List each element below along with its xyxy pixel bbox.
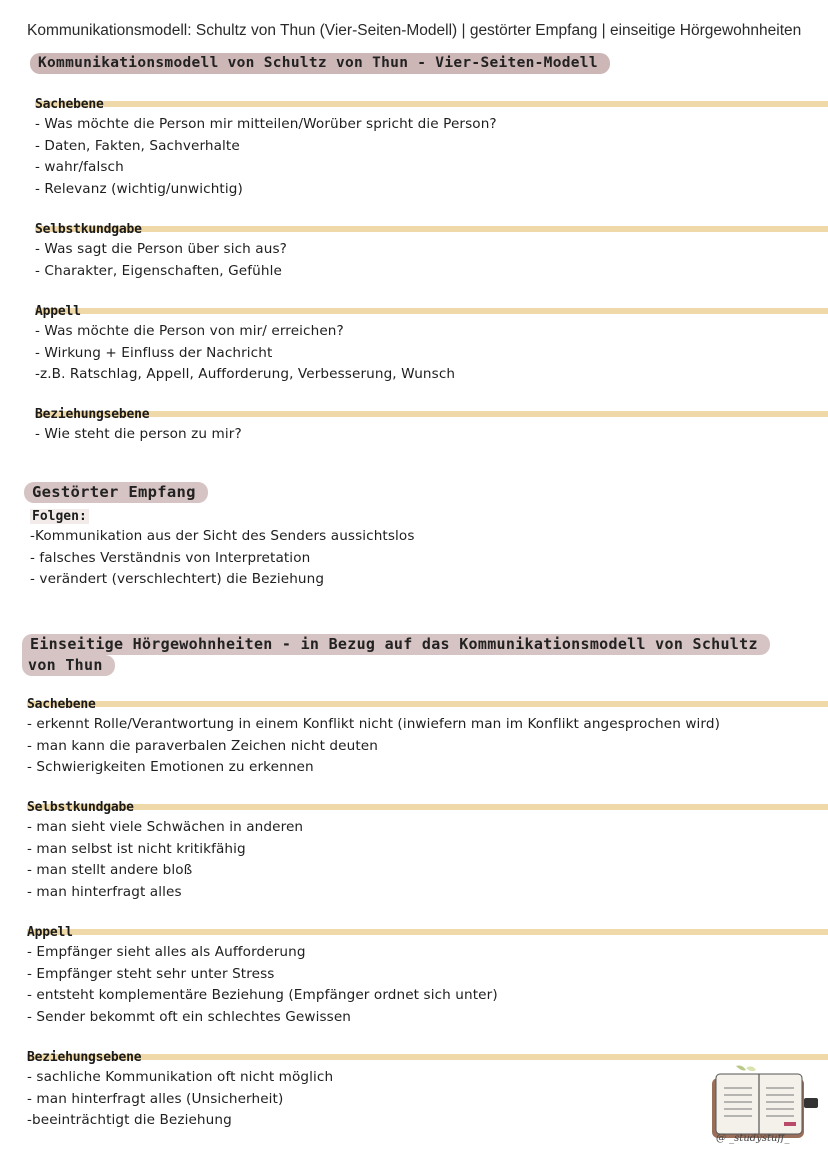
list-item: - Was möchte die Person von mir/ erreichen? [35,323,344,339]
block-appell-1 [35,300,828,386]
list-item: - Wie steht die person zu mir? [35,426,242,442]
section-heading-line2: von Thun [22,655,115,676]
document-title: Kommunikationsmodell: Schultz von Thun (Vier-Seiten-Modell) | gestörter Empfang | einseitige Hörgewohnheiten [27,22,802,39]
list-item: - Relevanz (wichtig/unwichtig) [35,181,243,198]
section-heading: Gestörter Empfang [24,482,208,503]
list-item: - man hinterfragt alles [27,884,182,901]
sub-heading: Beziehungsebene [27,1046,828,1064]
sub-heading: Beziehungsebene [35,403,828,421]
section-heading: Kommunikationsmodell von Schultz von Thun - Vier-Seiten-Modell [30,53,610,74]
block-sachebene-2 [27,693,828,779]
list-item: - Charakter, Eigenschaften, Gefühle [35,262,282,279]
list-item: - man selbst ist nicht kritikfähig [27,840,246,857]
list-item: - entsteht komplementäre Beziehung (Empfänger ordnet sich unter) [27,987,498,1004]
list-item: - man stellt andere bloß [27,862,193,879]
sub-heading: Appell [35,300,828,318]
list-item: - Schwierigkeiten Emotionen zu erkennen [27,759,314,776]
block-folgen [30,505,415,591]
sub-heading: Selbstkundgabe [27,796,828,814]
sub-heading: Sachebene [35,93,828,111]
list-item: - Empfänger sieht alles als Aufforderung [27,944,306,960]
sub-heading: Folgen: [32,509,87,524]
list-item: -Kommunikation aus der Sicht des Senders aussichtslos [30,528,415,544]
list-item: - Was möchte die Person mir mitteilen/Worüber spricht die Person? [35,116,497,132]
list-item: -beeinträchtigt die Beziehung [27,1112,232,1129]
sub-heading: Selbstkundgabe [35,218,828,236]
section-einseitige-hoergewohnheiten [22,634,770,676]
section-heading-line1: Einseitige Hörgewohnheiten - in Bezug auf das Kommunikationsmodell von Schultz [22,634,770,655]
list-item: - man sieht viele Schwächen in anderen [27,819,304,835]
block-beziehungsebene-1 [35,403,828,446]
watermark: @ _studystuff_ [716,1133,790,1144]
list-item: - Wirkung + Einfluss der Nachricht [35,344,273,361]
sub-heading: Appell [27,921,828,939]
list-item: - wahr/falsch [35,159,124,176]
list-item: - man hinterfragt alles (Unsicherheit) [27,1090,284,1107]
section-gestoerter-empfang [24,482,208,503]
block-appell-2 [27,921,828,1029]
sub-heading: Sachebene [27,693,828,711]
block-selbstkundgabe-1 [35,218,828,282]
list-item: -z.B. Ratschlag, Appell, Aufforderung, Verbesserung, Wunsch [35,366,456,383]
list-item: - Daten, Fakten, Sachverhalte [35,137,240,154]
block-selbstkundgabe-2 [27,796,828,904]
list-item: - sachliche Kommunikation oft nicht möglich [27,1069,334,1085]
list-item: - Empfänger steht sehr unter Stress [27,965,275,982]
list-item: - Sender bekommt oft ein schlechtes Gewissen [27,1009,351,1026]
list-item: - Was sagt die Person über sich aus? [35,241,287,257]
list-item: - falsches Verständnis von Interpretation [30,549,311,566]
list-item: - verändert (verschlechtert) die Beziehung [30,571,325,588]
list-item: - man kann die paraverbalen Zeichen nicht deuten [27,737,378,754]
list-item: - erkennt Rolle/Verantwortung in einem Konflikt nicht (inwiefern man im Konflikt angesprochen wird) [27,716,721,732]
block-sachebene-1 [35,93,828,201]
